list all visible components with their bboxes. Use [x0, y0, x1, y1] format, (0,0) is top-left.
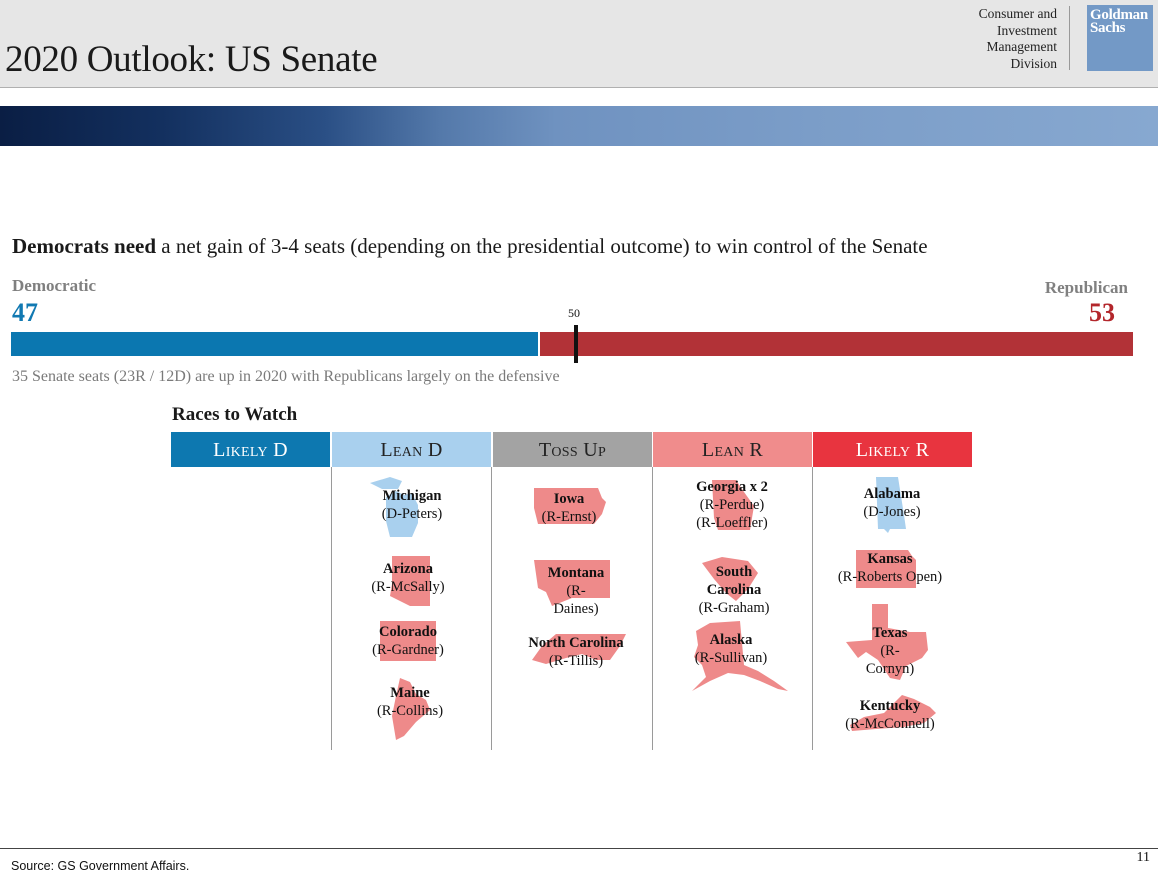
race-montana	[516, 564, 636, 618]
republican-seats-bar	[538, 332, 1133, 356]
state-name: North Carolina	[528, 635, 624, 651]
column-likely-d: Likely D	[171, 432, 330, 467]
headline-rest: a net gain of 3-4 seats (depending on the presidential outcome) to win control of the Senate	[156, 234, 928, 258]
race-alaska	[672, 631, 790, 667]
state-name: Montana	[547, 565, 605, 581]
state-name: Kentucky	[859, 698, 921, 714]
race-south-carolina	[674, 563, 794, 617]
incumbent: (R-Roberts Open)	[837, 569, 943, 585]
incumbent: (R-McSally)	[371, 579, 445, 595]
race-texas	[830, 624, 950, 678]
race-kansas	[826, 550, 954, 586]
seats-up-note: 35 Senate seats (23R / 12D) are up in 2020 with Republicans largely on the defensive	[12, 368, 560, 385]
incumbent: (R-Ernst)	[541, 509, 597, 525]
incumbent: Daines)	[553, 601, 599, 617]
race-colorado	[352, 623, 464, 659]
democratic-seats-bar	[11, 332, 538, 356]
column-lean-d: Lean D	[332, 432, 491, 467]
headline	[12, 234, 928, 259]
incumbent: (R-Gardner)	[372, 642, 444, 658]
incumbent: (R-Tillis)	[548, 653, 604, 669]
column-likely-r: Likely R	[813, 432, 972, 467]
column-divider	[652, 467, 653, 750]
democratic-label: Democratic	[12, 276, 97, 295]
division-line: Investment	[997, 22, 1057, 38]
state-name: Alabama	[863, 486, 921, 502]
incumbent: (R-Loeffler)	[696, 515, 768, 531]
state-name: Maine	[390, 685, 430, 701]
republican-label: Republican	[1044, 278, 1128, 297]
race-iowa	[510, 490, 628, 526]
header-banner	[0, 106, 1158, 146]
logo-line: Sachs	[1090, 20, 1126, 36]
headline-bold: Democrats need	[12, 234, 157, 258]
races-to-watch-title: Races to Watch	[172, 404, 298, 425]
division-label	[979, 6, 1057, 72]
division-line: Division	[1010, 55, 1057, 71]
state-name: Arizona	[383, 561, 433, 577]
incumbent: (D-Jones)	[863, 504, 921, 520]
column-divider	[331, 467, 332, 750]
footer-divider	[0, 848, 1158, 849]
state-name-line-2: Carolina	[706, 582, 762, 598]
majority-threshold-marker	[574, 325, 578, 363]
division-line: Consumer and	[978, 6, 1057, 21]
state-name: Texas	[872, 625, 908, 641]
incumbent: (R-	[880, 643, 900, 659]
state-name: Michigan	[382, 488, 442, 504]
race-alabama	[832, 485, 952, 521]
source-note: Source: GS Government Affairs.	[11, 859, 190, 873]
race-kentucky	[826, 697, 954, 733]
majority-threshold-label: 50	[568, 306, 580, 320]
header-divider	[1069, 6, 1070, 70]
page-title: 2020 Outlook: US Senate	[5, 39, 378, 80]
democratic-seat-count: 47	[12, 298, 38, 327]
incumbent: (D-Peters)	[381, 506, 443, 522]
republican-seat-count: 53	[1089, 298, 1115, 327]
column-toss-up: Toss Up	[493, 432, 652, 467]
state-name: Iowa	[553, 491, 585, 507]
race-arizona	[352, 560, 464, 596]
logo-line: Goldman	[1090, 7, 1148, 23]
race-maine	[352, 684, 468, 720]
state-name: Kansas	[867, 551, 913, 567]
division-line: Management	[986, 39, 1057, 54]
incumbent: (R-Sullivan)	[694, 650, 768, 666]
incumbent: (R-Collins)	[376, 703, 444, 719]
column-lean-r: Lean R	[653, 432, 812, 467]
incumbent: (R-Graham)	[698, 600, 770, 616]
race-north-carolina	[516, 634, 636, 670]
race-georgia	[672, 478, 792, 532]
incumbent: (R-	[566, 583, 586, 599]
column-divider	[491, 467, 492, 750]
goldman-sachs-logo	[1087, 5, 1153, 71]
race-michigan	[352, 487, 472, 523]
incumbent: (R-Perdue)	[699, 497, 765, 513]
state-name: Georgia x 2	[696, 479, 768, 495]
column-divider	[812, 467, 813, 750]
state-name: South	[715, 564, 753, 580]
header	[0, 0, 1158, 88]
page-number: 11	[1136, 850, 1150, 865]
incumbent: Cornyn)	[865, 661, 915, 677]
incumbent: (R-McConnell)	[845, 716, 935, 732]
state-name: Alaska	[709, 632, 753, 648]
state-name: Colorado	[379, 624, 437, 640]
